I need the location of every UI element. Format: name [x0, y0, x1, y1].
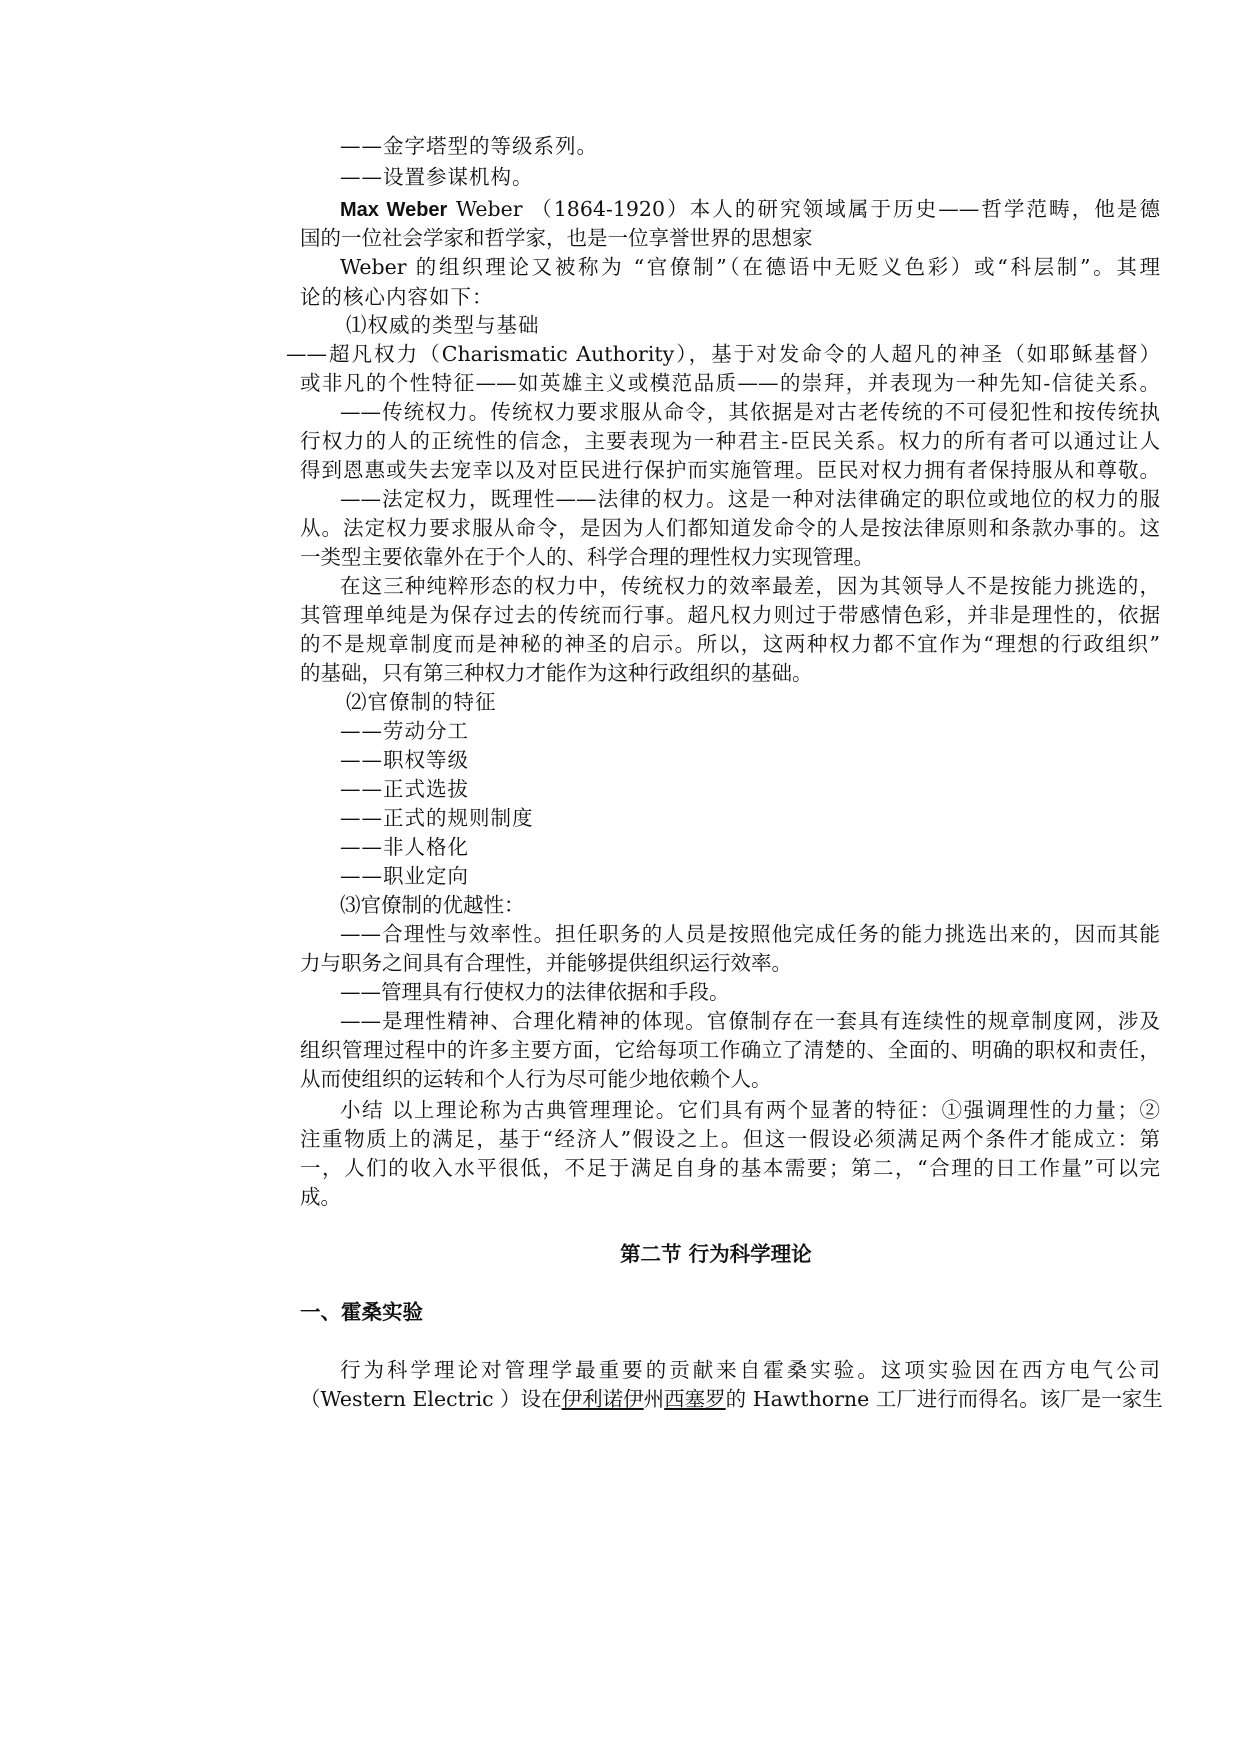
text-line: 一类型主要依靠外在于个人的、科学合理的理性权力实现管理。 — [300, 545, 874, 569]
text-line: 得到恩惠或失去宠幸以及对臣民进行保护而实施管理。臣民对权力拥有者保持服从和尊敬。 — [300, 458, 1160, 482]
text-line: ——职权等级 — [340, 748, 469, 772]
section-title: 第二节 行为科学理论 — [620, 1242, 812, 1266]
text-span: 州 — [643, 1387, 665, 1411]
text-line: 从。法定权力要求服从命令，是因为人们都知道发命令的人是按法律原则和条款办事的。这 — [300, 516, 1160, 540]
text-line: ——正式的规则制度 — [340, 806, 534, 830]
text-line: ⑵官僚制的特征 — [346, 690, 497, 714]
text-line: 或非凡的个性特征——如英雄主义或模范品质——的崇拜，并表现为一种先知-信徒关系。 — [300, 371, 1160, 395]
text-line: ——法定权力，既理性——法律的权力。这是一种对法律确定的职位或地位的权力的服 — [340, 487, 1160, 511]
text-line: 行为科学理论对管理学最重要的贡献来自霍桑实验。这项实验因在西方电气公司 — [340, 1358, 1160, 1382]
text-line — [300, 1383, 1163, 1415]
text-line: 论的核心内容如下： — [300, 285, 494, 309]
text-line: 成。 — [300, 1185, 341, 1209]
text-line: 在这三种纯粹形态的权力中，传统权力的效率最差，因为其领导人不是按能力挑选的， — [340, 574, 1160, 598]
text-span: 的 Hawthorne 工厂进行而得名。该厂是一家生 — [725, 1387, 1163, 1411]
text-line: 的基础，只有第三种权力才能作为这种行政组织的基础。 — [300, 661, 813, 685]
text-line: 行权力的人的正统性的信念，主要表现为一种君主-臣民关系。权力的所有者可以通过让人 — [300, 429, 1160, 453]
text-line: ——金字塔型的等级系列。 — [340, 134, 598, 158]
place-link-illinois[interactable]: 伊利诺伊 — [561, 1387, 644, 1411]
text-line: ——正式选拔 — [340, 777, 469, 801]
text-line: ⑴权威的类型与基础 — [346, 313, 540, 337]
text-line: ⑶官僚制的优越性： — [340, 893, 525, 917]
text-line: ——超凡权力（Charismatic Authority），基于对发命令的人超凡的神圣（如耶稣基督） — [286, 342, 1160, 366]
text-line: Weber 的组织理论又被称为 “官僚制”（在德语中无贬义色彩）或“科层制”。其理 — [340, 255, 1160, 279]
text-line: 力与职务之间具有合理性，并能够提供组织运行效率。 — [300, 951, 792, 975]
text-line: ——传统权力。传统权力要求服从命令，其依据是对古老传统的不可侵犯性和按传统执 — [340, 400, 1160, 424]
text-line: ——非人格化 — [340, 835, 469, 859]
text-line: 注重物质上的满足，基于“经济人”假设之上。但这一假设必须满足两个条件才能成立：第 — [300, 1127, 1160, 1151]
text-line: ——设置参谋机构。 — [340, 165, 534, 189]
text-line: ——合理性与效率性。担任职务的人员是按照他完成任务的能力挑选出来的，因而其能 — [340, 922, 1160, 946]
text-line: ——是理性精神、合理化精神的体现。官僚制存在一套具有连续性的规章制度网，涉及 — [340, 1009, 1160, 1033]
text-line: 小结 以上理论称为古典管理理论。它们具有两个显著的特征：①强调理性的力量；② — [340, 1098, 1160, 1122]
text-line: ——职业定向 — [340, 864, 469, 888]
text-line: 国的一位社会学家和哲学家，也是一位享誉世界的思想家 — [300, 226, 813, 250]
text-span: （Western Electric ）设在 — [300, 1387, 562, 1411]
place-link-cicero[interactable]: 西塞罗 — [664, 1387, 726, 1411]
text-line: 一，人们的收入水平很低，不足于满足自身的基本需要；第二，“合理的日工作量”可以完 — [300, 1156, 1160, 1180]
sub-heading: 一、霍桑实验 — [300, 1300, 423, 1324]
text-span: Weber （1864-1920）本人的研究领域属于历史——哲学范畴，他是德 — [447, 197, 1160, 221]
text-line: 其管理单纯是为保存过去的传统而行事。超凡权力则过于带感情色彩，并非是理性的，依据 — [300, 603, 1160, 627]
text-line: 组织管理过程中的许多主要方面，它给每项工作确立了清楚的、全面的、明确的职权和责任， — [300, 1038, 1160, 1062]
text-line: 的不是规章制度而是神秘的神圣的启示。所以，这两种权力都不宜作为“理想的行政组织” — [300, 632, 1160, 656]
text-line: 从而使组织的运转和个人行为尽可能少地依赖个人。 — [300, 1067, 772, 1091]
text-line: ——管理具有行使权力的法律依据和手段。 — [340, 980, 730, 1004]
text-line: ——劳动分工 — [340, 719, 469, 743]
author-name: Max Weber — [340, 199, 448, 221]
